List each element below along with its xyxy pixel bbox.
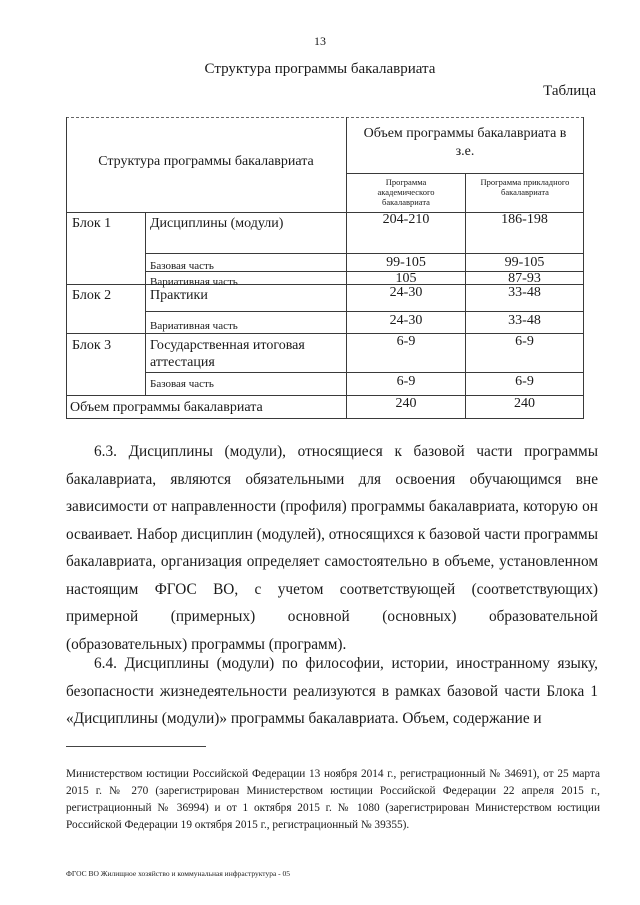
row-academic: 99-105 <box>386 255 426 270</box>
header-applied: Программа прикладного бакалавриата <box>480 177 570 197</box>
row-name: Базовая часть <box>150 378 214 390</box>
total-label: Объем программы бакалавриата <box>70 400 263 415</box>
page-number: 13 <box>314 34 326 48</box>
table-top-border <box>66 117 584 118</box>
total-applied: 240 <box>514 396 535 411</box>
divider-block-name <box>145 212 146 395</box>
program-structure-table <box>66 117 584 419</box>
row-name: Практики <box>150 288 208 303</box>
header-structure: Структура программы бакалавриата <box>98 154 314 169</box>
row-academic: 24-30 <box>389 285 423 300</box>
row-applied: 87-93 <box>508 271 541 286</box>
row-academic: 105 <box>395 271 417 286</box>
row-name: Государственная итоговая аттестация <box>150 338 305 370</box>
row-academic: 6-9 <box>396 374 416 389</box>
row-applied: 6-9 <box>515 374 534 389</box>
header-volume: Объем программы бакалавриата в з.е. <box>363 126 567 159</box>
row-name: Вариативная часть <box>150 276 238 288</box>
row-applied: 186-198 <box>501 212 548 227</box>
row-applied: 99-105 <box>504 255 545 270</box>
document-footer: ФГОС ВО Жилищное хозяйство и коммунальная инфраструктура - 05 <box>66 869 291 878</box>
row-name: Вариативная часть <box>150 320 238 332</box>
row-name: Дисциплины (модули) <box>150 216 284 231</box>
row-line <box>145 311 584 312</box>
paragraph-6-3: 6.3. Дисциплины (модули), относящиеся к базовой части программы бакалавриата, являются обязательными для освоения обучающимся вне зависимости от направленности (профиля) программы бакалавриата, которую он осваивает. Набор дисциплин (модулей), относящихся к базовой части программы бакалавриата, организация определяет самостоятельно в объеме, установленном настоящим ФГОС ВО, с учетом соответствующей (соответствующих) примерной (примерных) основной (основных) образовательной (образовательных) программы (программ). <box>66 443 598 653</box>
table-label: Таблица <box>543 83 596 99</box>
table-bottom-border <box>66 418 584 419</box>
total-academic: 240 <box>395 396 417 411</box>
row-block: Блок 3 <box>72 338 112 353</box>
row-block: Блок 2 <box>72 288 112 303</box>
row-applied: 6-9 <box>515 334 534 349</box>
header-academic: Программа академического бакалавриата <box>377 177 435 207</box>
row-academic: 204-210 <box>382 212 430 227</box>
row-academic: 24-30 <box>389 313 423 328</box>
paragraph-6-4: 6.4. Дисциплины (модули) по философии, истории, иностранному языку, безопасности жизнедеятельности реализуются в рамках базовой части Блока 1 «Дисциплины (модули)» программы бакалавриата. Объем, содержание и <box>66 655 598 727</box>
row-name: Базовая часть <box>150 260 214 272</box>
row-applied: 33-48 <box>508 285 541 300</box>
row-line <box>145 253 584 254</box>
page-title: Структура программы бакалавриата <box>204 61 436 77</box>
footnote: Министерством юстиции Российской Федерации 13 ноября 2014 г., регистрационный № 34691), от 25 марта 2015 г. № 270 (зарегистрирован Министерством юстиции Российской Федерации 22 апреля 2015 г., регистрационный № 36994) и от 1 октября 2015 г. № 1080 (зарегистрирован Министерством юстиции Российской Федерации 19 октября 2015 г., регистрационный № 39355). <box>66 768 600 831</box>
row-block: Блок 1 <box>72 216 112 231</box>
volume-subheader-line <box>346 173 584 174</box>
row-line <box>145 372 584 373</box>
footnote-separator <box>66 746 206 747</box>
row-academic: 6-9 <box>396 334 416 349</box>
row-applied: 33-48 <box>508 313 541 328</box>
